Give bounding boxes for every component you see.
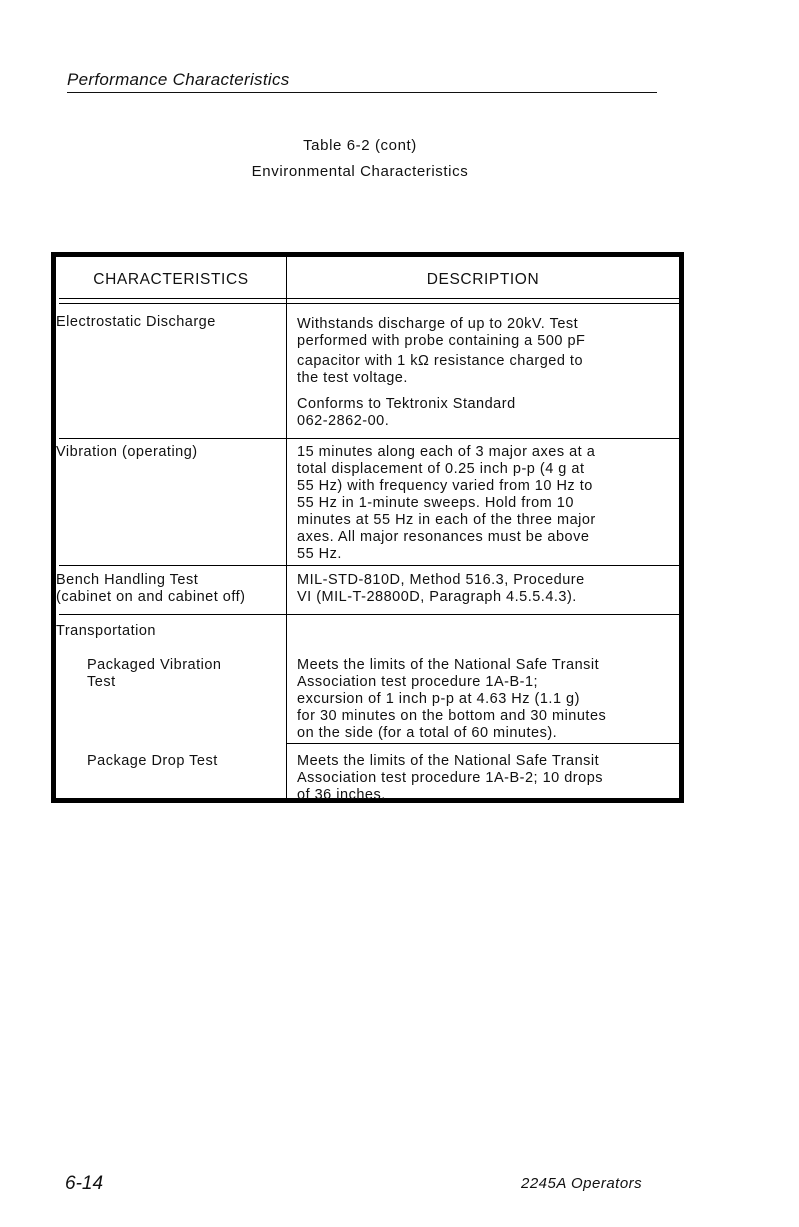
- row-vibration-description: [297, 444, 596, 563]
- description-line: the test voltage.: [297, 370, 408, 386]
- row-packaged-vibration-description: [297, 657, 606, 742]
- column-header-description: DESCRIPTION: [426, 271, 540, 288]
- characteristic-line: (cabinet on and cabinet off): [56, 589, 246, 605]
- section-title: Performance Characteristics: [67, 70, 657, 93]
- row-esd-characteristic: Electrostatic Discharge: [56, 314, 216, 330]
- description-line: 55 Hz.: [297, 546, 342, 562]
- row-divider: [59, 438, 679, 439]
- characteristic-line: Bench Handling Test: [56, 572, 199, 588]
- row-esd-description: [297, 316, 585, 430]
- row-package-drop-description: [297, 753, 603, 804]
- row-bench-characteristic: [56, 572, 245, 606]
- description-line: Withstands discharge of up to 20kV. Test: [297, 316, 579, 332]
- description-line: capacitor with 1 kΩ resistance charged to: [297, 353, 584, 369]
- row-packaged-vibration-characteristic: [87, 657, 222, 691]
- description-line: VI (MIL-T-28800D, Paragraph 4.5.5.4.3).: [297, 589, 577, 605]
- header-divider: [59, 303, 679, 304]
- row-vibration-characteristic: Vibration (operating): [56, 444, 198, 460]
- column-divider: [286, 257, 287, 798]
- row-transportation-characteristic: Transportation: [56, 623, 156, 639]
- header-divider: [59, 298, 679, 299]
- characteristic-line: Packaged Vibration: [87, 657, 222, 673]
- description-line: 15 minutes along each of 3 major axes at a: [297, 444, 596, 460]
- description-line: 062-2862-00.: [297, 413, 390, 429]
- page-number: 6-14: [65, 1173, 104, 1194]
- table-label: Table 6-2 (cont): [303, 137, 417, 154]
- description-line: on the side (for a total of 60 minutes).: [297, 725, 558, 741]
- description-line: excursion of 1 inch p-p at 4.63 Hz (1.1 g): [297, 691, 580, 707]
- description-line: Conforms to Tektronix Standard: [297, 396, 516, 412]
- description-line: of 36 inches.: [297, 787, 386, 803]
- manual-title: 2245A Operators: [521, 1175, 643, 1192]
- characteristics-table: [51, 252, 684, 803]
- description-line: Meets the limits of the National Safe Transit: [297, 657, 600, 673]
- description-line: performed with probe containing a 500 pF: [297, 333, 586, 349]
- description-line: MIL-STD-810D, Method 516.3, Procedure: [297, 572, 585, 588]
- row-divider: [59, 614, 679, 615]
- description-line: 55 Hz) with frequency varied from 10 Hz to: [297, 478, 593, 494]
- row-package-drop-characteristic: Package Drop Test: [87, 753, 218, 769]
- description-line: total displacement of 0.25 inch p-p (4 g at: [297, 461, 585, 477]
- description-line: 55 Hz in 1-minute sweeps. Hold from 10: [297, 495, 574, 511]
- column-header-characteristics: CHARACTERISTICS: [93, 271, 249, 288]
- table-title: Environmental Characteristics: [251, 163, 469, 180]
- row-divider: [287, 743, 679, 744]
- row-bench-description: [297, 572, 585, 606]
- description-line: minutes at 55 Hz in each of the three major: [297, 512, 596, 528]
- description-line: axes. All major resonances must be above: [297, 529, 590, 545]
- characteristic-line: Test: [87, 674, 116, 690]
- description-line: for 30 minutes on the bottom and 30 minutes: [297, 708, 607, 724]
- row-divider: [59, 565, 679, 566]
- description-line: Association test procedure 1A-B-2; 10 drops: [297, 770, 604, 786]
- description-line: Meets the limits of the National Safe Transit: [297, 753, 600, 769]
- description-line: Association test procedure 1A-B-1;: [297, 674, 539, 690]
